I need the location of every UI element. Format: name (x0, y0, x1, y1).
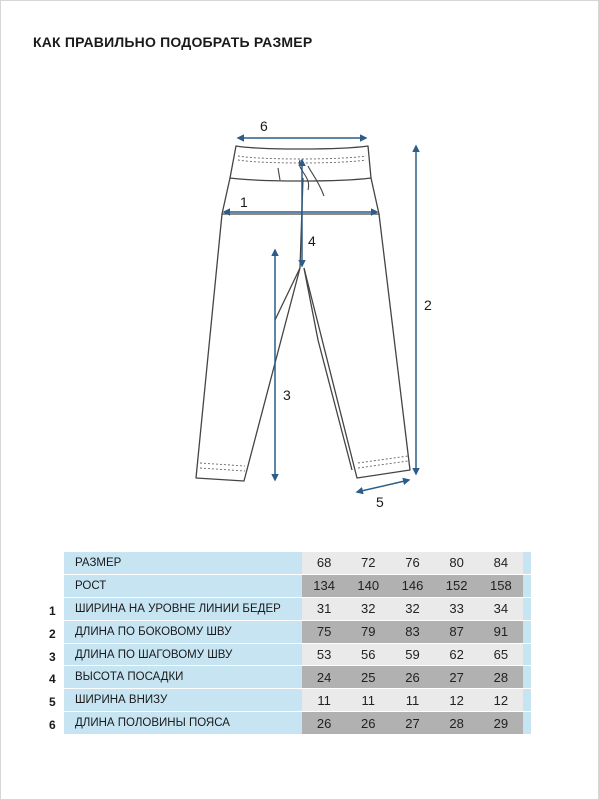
table-row (64, 689, 531, 712)
table-cell: 75 (302, 621, 346, 644)
row-number: 1 (49, 604, 56, 618)
table-cell: 26 (302, 712, 346, 735)
table-edge (523, 689, 531, 712)
table-cell: 79 (346, 621, 390, 644)
table-cell: 24 (302, 666, 346, 689)
table-cell: 80 (435, 552, 479, 575)
row-label-inseam-length: ДЛИНА ПО ШАГОВОМУ ШВУ (64, 644, 302, 667)
table-cell: 152 (435, 575, 479, 598)
table-cell: 26 (390, 666, 434, 689)
row-label-height: РОСТ (64, 575, 302, 598)
table-cell: 32 (346, 598, 390, 621)
table-cell: 146 (390, 575, 434, 598)
table-cell: 28 (435, 712, 479, 735)
row-label-bottom-width: ШИРИНА ВНИЗУ (64, 689, 302, 712)
row-number: 5 (49, 695, 56, 709)
row-label-half-waist-length: ДЛИНА ПОЛОВИНЫ ПОЯСА (64, 712, 302, 735)
table-cell: 31 (302, 598, 346, 621)
row-label-hip-width: ШИРИНА НА УРОВНЕ ЛИНИИ БЕДЕР (64, 598, 302, 621)
table-cell: 91 (479, 621, 523, 644)
table-row (64, 712, 531, 735)
table-row (64, 575, 531, 598)
table-cell: 26 (346, 712, 390, 735)
dimension-label-1: 1 (240, 194, 248, 210)
table-cell: 53 (302, 644, 346, 667)
table-cell: 11 (302, 689, 346, 712)
row-label-rise: ВЫСОТА ПОСАДКИ (64, 666, 302, 689)
table-cell: 56 (346, 644, 390, 667)
table-cell: 62 (435, 644, 479, 667)
table-row (64, 644, 531, 667)
table-cell: 32 (390, 598, 434, 621)
table-row (64, 666, 531, 689)
table-cell: 84 (479, 552, 523, 575)
row-number: 4 (49, 672, 56, 686)
row-label-side-seam-length: ДЛИНА ПО БОКОВОМУ ШВУ (64, 621, 302, 644)
table-cell: 12 (435, 689, 479, 712)
table-edge (523, 712, 531, 735)
table-cell: 12 (479, 689, 523, 712)
table-edge (523, 666, 531, 689)
table-row (64, 621, 531, 644)
table-cell: 68 (302, 552, 346, 575)
table-cell: 59 (390, 644, 434, 667)
dimension-label-2: 2 (424, 297, 432, 313)
table-cell: 11 (390, 689, 434, 712)
dimension-label-4: 4 (308, 233, 316, 249)
table-cell: 76 (390, 552, 434, 575)
table-edge (523, 621, 531, 644)
table-cell: 33 (435, 598, 479, 621)
table-cell: 11 (346, 689, 390, 712)
row-number: 6 (49, 718, 56, 732)
table-cell: 158 (479, 575, 523, 598)
table-cell: 83 (390, 621, 434, 644)
table-cell: 29 (479, 712, 523, 735)
table-cell: 87 (435, 621, 479, 644)
table-edge (523, 644, 531, 667)
table-cell: 27 (435, 666, 479, 689)
table-cell: 28 (479, 666, 523, 689)
table-cell: 72 (346, 552, 390, 575)
table-cell: 140 (346, 575, 390, 598)
size-table (64, 552, 531, 735)
table-cell: 65 (479, 644, 523, 667)
table-cell: 27 (390, 712, 434, 735)
row-number: 3 (49, 650, 56, 664)
page-title: КАК ПРАВИЛЬНО ПОДОБРАТЬ РАЗМЕР (33, 34, 313, 50)
dimension-label-5: 5 (376, 494, 384, 510)
dimension-label-6: 6 (260, 118, 268, 134)
table-edge (523, 552, 531, 575)
table-edge (523, 575, 531, 598)
row-label-size: РАЗМЕР (64, 552, 302, 575)
dimension-arrows (224, 138, 416, 492)
table-row (64, 552, 531, 575)
row-number: 2 (49, 627, 56, 641)
pants-outline (196, 146, 410, 481)
table-cell: 34 (479, 598, 523, 621)
dimension-arrow-5 (357, 480, 409, 492)
table-row (64, 598, 531, 621)
dimension-label-3: 3 (283, 387, 291, 403)
table-cell: 25 (346, 666, 390, 689)
table-edge (523, 598, 531, 621)
table-cell: 134 (302, 575, 346, 598)
